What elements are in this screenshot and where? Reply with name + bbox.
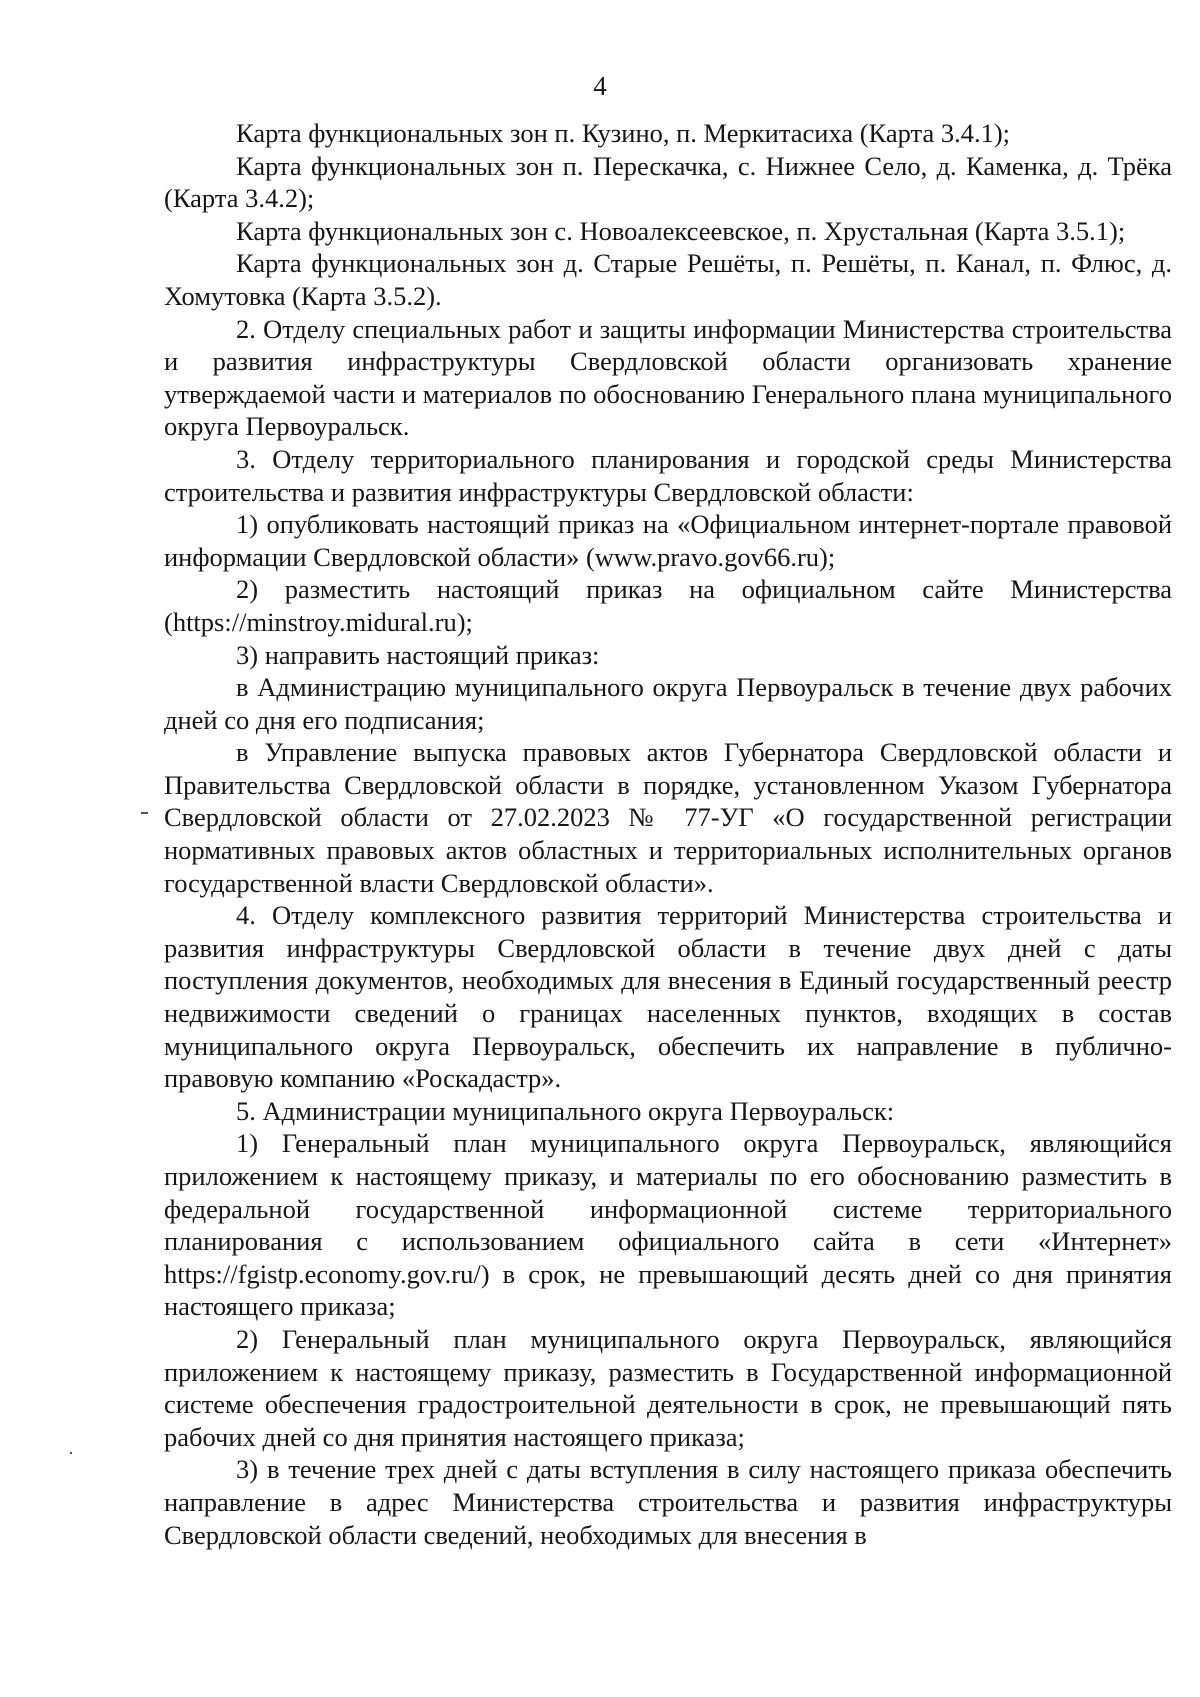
paragraph-item-3-3: 3) направить настоящий приказ: (236, 639, 600, 670)
paragraph-map-novoalekseevskoe: Карта функциональных зон с. Новоалексеевское, п. Хрустальная (Карта 3.5.1); (236, 215, 1126, 246)
paragraph-item-3-1: 1) опубликовать настоящий приказ на «Официальном интернет-портале правовой информации Свердловской области» (www.pravo.gov66.ru); (164, 509, 1172, 572)
paragraph-item-4: 4. Отделу комплексного развития территорий Министерства строительства и развития инфраструктуры Свердловской области в течение двух дней с даты поступления документов, необходимых для внесения в Единый государственный реестр недвижимости сведений о границах населенных пунктов, входящих в состав муниципального округа Первоуральск, обеспечить их направление в публично-правовую компанию «Роскадастр». (164, 900, 1172, 1094)
paragraph-item-5-1: 1) Генеральный план муниципального округа Первоуральск, являющийся приложением к настоящему приказу, и материалы по его обоснованию разместить в федеральной государственной информационной системе территориального планирования с использованием официального сайта в сети «Интернет» https://fgistp.economy.gov.ru/) в срок, не превышающий десять дней со дня принятия настоящего приказа; (164, 1128, 1172, 1322)
scan-artifact-dash (141, 812, 148, 814)
document-body (164, 117, 1172, 1551)
paragraph-item-2: 2. Отделу специальных работ и защиты информации Министерства строительства и развития инфраструктуры Свердловской области организовать хранение утверждаемой части и материалов по обоснованию Генерального плана муниципального округа Первоуральск. (164, 313, 1172, 442)
paragraph-item-5: 5. Администрации муниципального округа Первоуральск: (236, 1095, 895, 1126)
paragraph-item-3: 3. Отделу территориального планирования и городской среды Министерства строительства и развития инфраструктуры Свердловской области: (164, 443, 1172, 507)
paragraph-item-3-2: 2) разместить настоящий приказ на официальном сайте Министерства (https://minstroy.midural.ru); (164, 574, 1172, 637)
paragraph-item-5-3: 3) в течение трех дней с даты вступления в силу настоящего приказа обеспечить направление в адрес Министерства строительства и развития инфраструктуры Свердловской области сведений, необходимых для внесения в (164, 1454, 1172, 1550)
paragraph-map-starye-reshety: Карта функциональных зон д. Старые Решёты, п. Решёты, п. Канал, п. Флюс, д. Хомутовка (Карта 3.5.2). (164, 248, 1172, 311)
paragraph-item-3-3-administration: в Администрацию муниципального округа Первоуральск в течение двух рабочих дней со дня его подписания; (164, 672, 1172, 735)
page-number: 4 (593, 71, 607, 101)
scan-artifact-dot (70, 1452, 72, 1454)
paragraph-map-pereskachka: Карта функциональных зон п. Перескачка, с. Нижнее Село, д. Каменка, д. Трёка (Карта 3.4.2); (164, 150, 1172, 214)
paragraph-map-kuzino: Карта функциональных зон п. Кузино, п. Меркитасиха (Карта 3.4.1); (236, 118, 1011, 148)
paragraph-item-5-2: 2) Генеральный план муниципального округа Первоуральск, являющийся приложением к настоящему приказу, разместить в Государственной информационной системе обеспечения градостроительной деятельности в срок, не превышающий пять рабочих дней со дня принятия настоящего приказа; (164, 1323, 1172, 1452)
paragraph-item-3-3-legal-acts: в Управление выпуска правовых актов Губернатора Свердловской области и Правительства Свердловской области в порядке, установленном Указом Губернатора Свердловской области от 27.02.2023 № 77-УГ «О государственной регистрации нормативных правовых актов областных и территориальных исполнительных органов государственной власти Свердловской области». (164, 737, 1172, 898)
